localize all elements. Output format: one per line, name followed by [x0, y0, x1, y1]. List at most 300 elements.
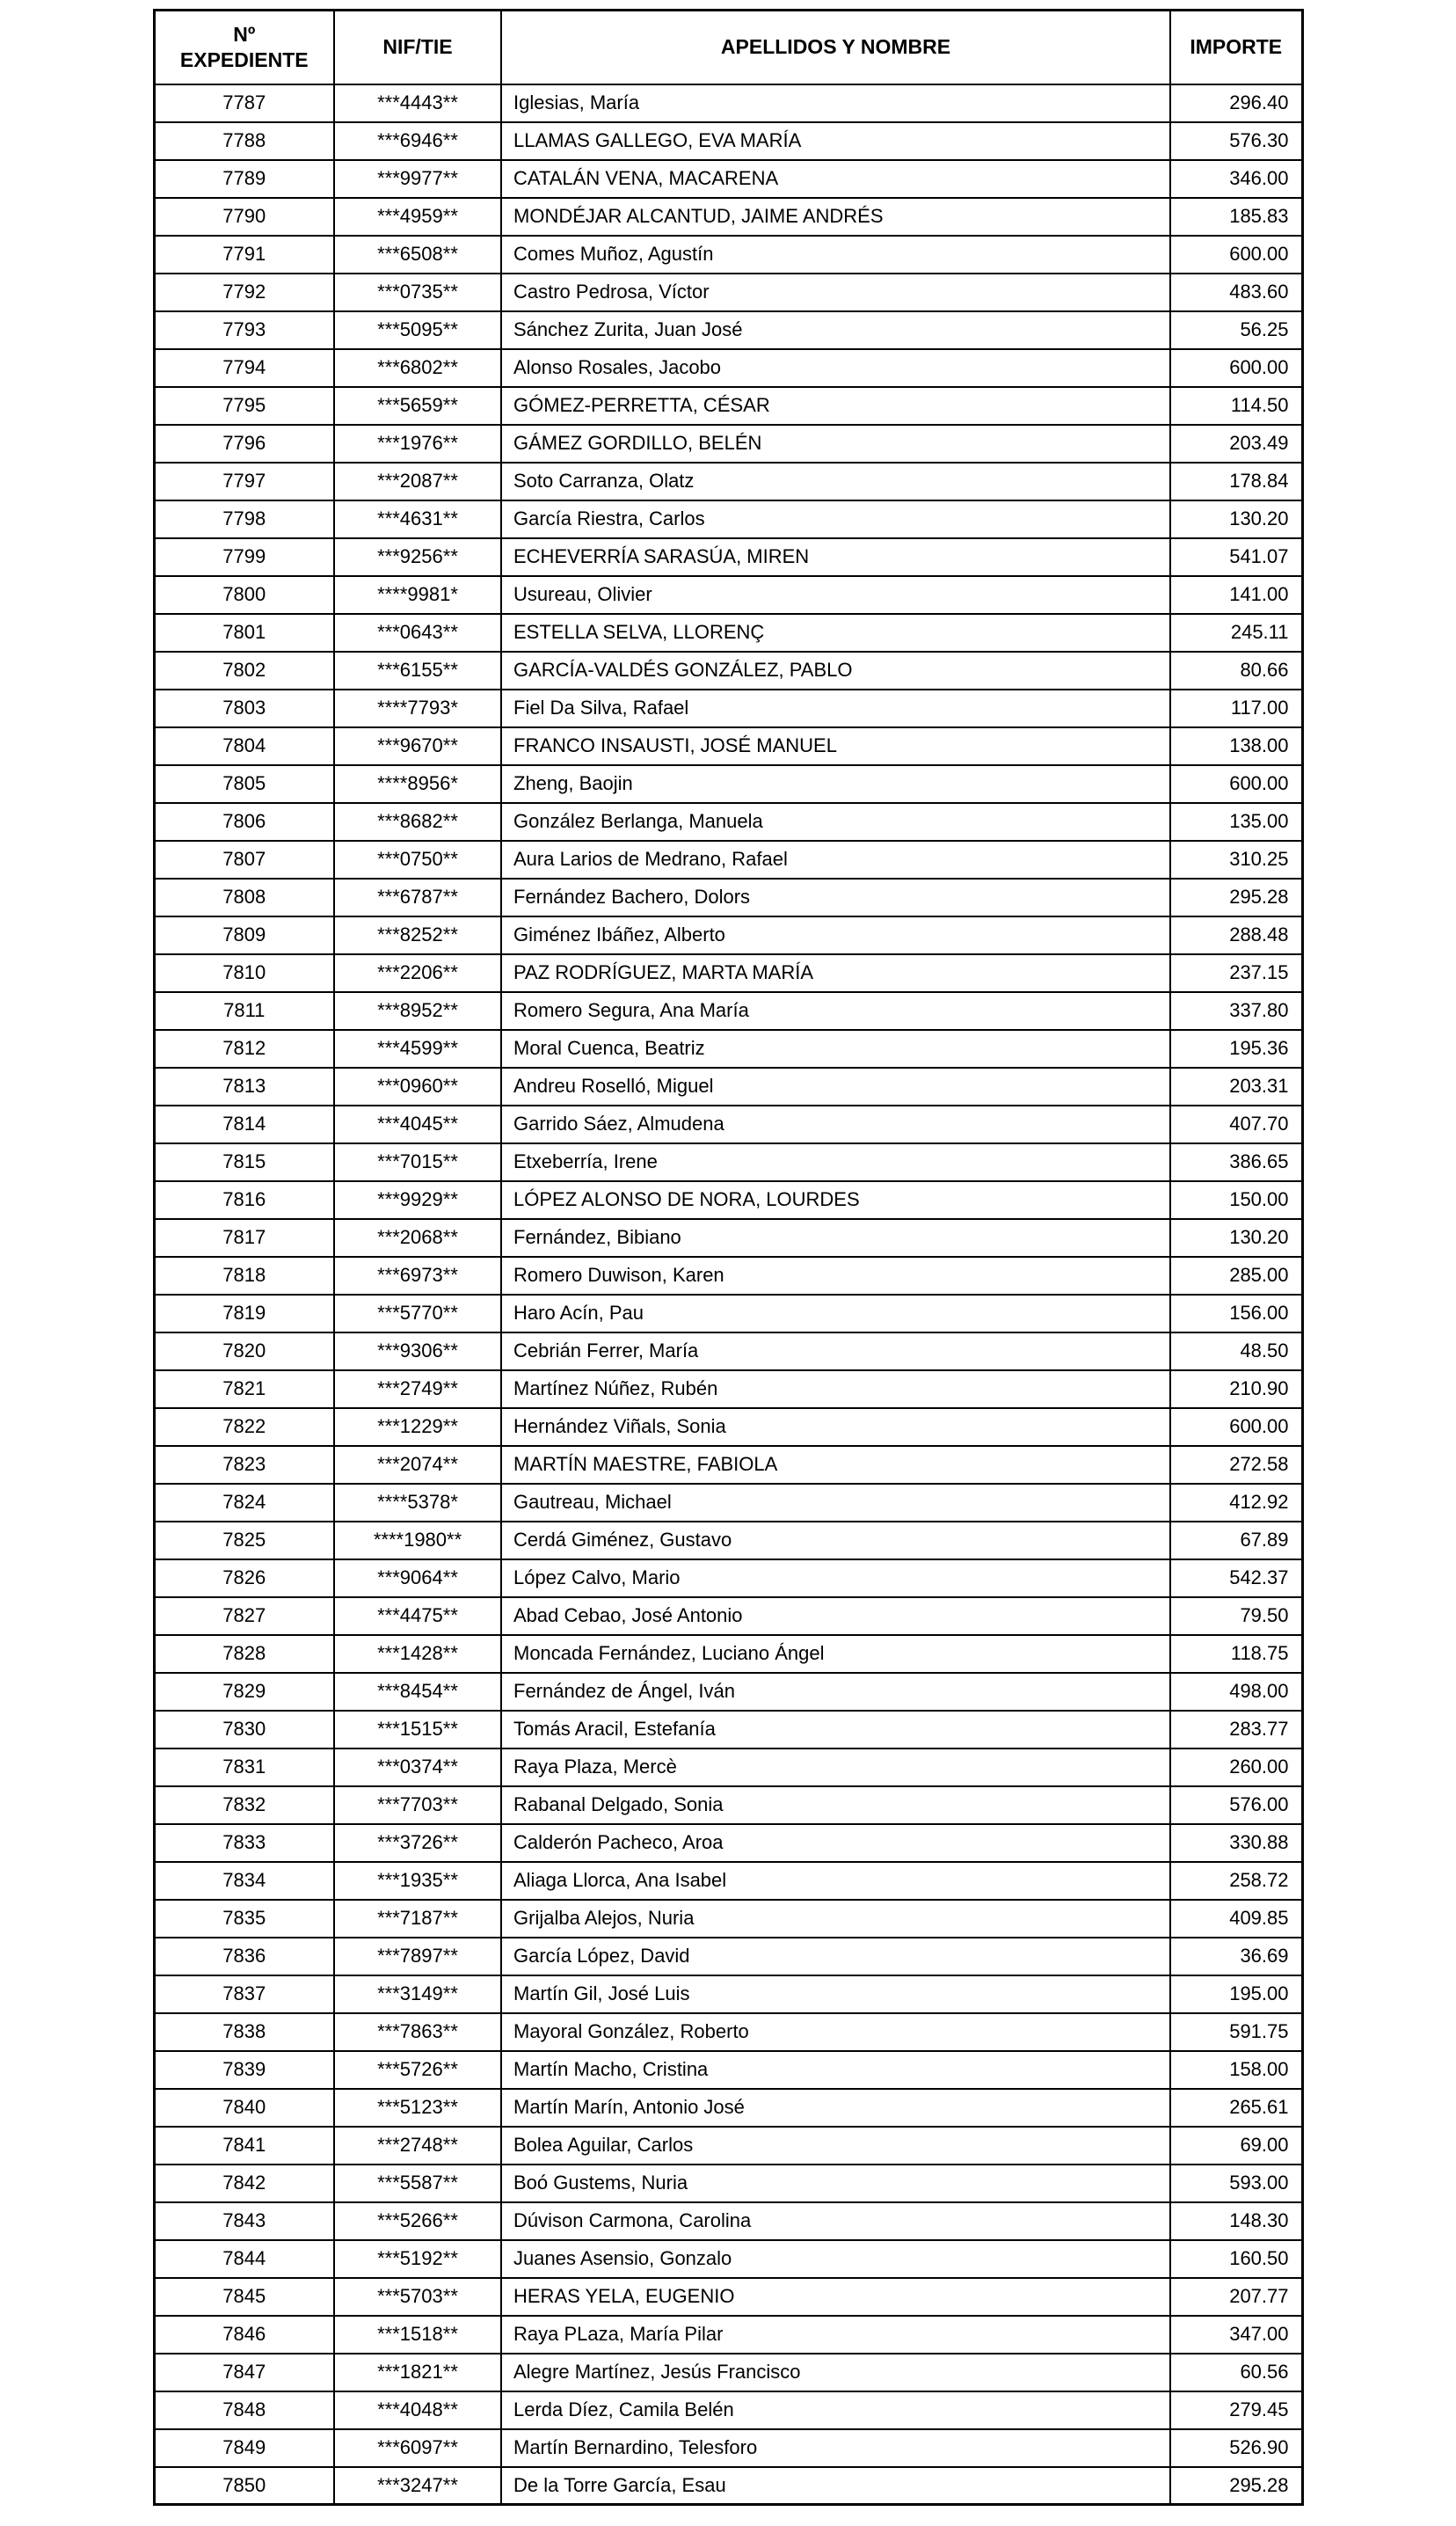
nif-cell: ****1980** — [334, 1522, 501, 1559]
importe-cell: 386.65 — [1170, 1143, 1302, 1181]
nif-cell: ***8252** — [334, 916, 501, 954]
expediente-cell: 7801 — [154, 614, 334, 652]
name-cell: LLAMAS GALLEGO, EVA MARÍA — [501, 122, 1170, 160]
name-cell: Grijalba Alejos, Nuria — [501, 1900, 1170, 1938]
header-importe: IMPORTE — [1170, 11, 1302, 84]
importe-cell: 330.88 — [1170, 1824, 1302, 1862]
name-cell: Abad Cebao, José Antonio — [501, 1597, 1170, 1635]
name-cell: Raya PLaza, María Pilar — [501, 2316, 1170, 2354]
expediente-cell: 7789 — [154, 160, 334, 198]
nif-cell: ****7793* — [334, 690, 501, 727]
importe-cell: 114.50 — [1170, 387, 1302, 425]
importe-cell: 80.66 — [1170, 652, 1302, 690]
expediente-cell: 7839 — [154, 2051, 334, 2089]
name-cell: Mayoral González, Roberto — [501, 2013, 1170, 2051]
nif-cell: ***9929** — [334, 1181, 501, 1219]
table-row — [154, 1635, 1302, 1673]
table-body — [154, 84, 1302, 2505]
name-cell: Fernández Bachero, Dolors — [501, 879, 1170, 916]
name-cell: Hernández Viñals, Sonia — [501, 1408, 1170, 1446]
table-row — [154, 122, 1302, 160]
nif-cell: ****8956* — [334, 765, 501, 803]
expediente-cell: 7840 — [154, 2089, 334, 2127]
table-row — [154, 1559, 1302, 1597]
nif-cell: ***1515** — [334, 1711, 501, 1748]
expediente-cell: 7829 — [154, 1673, 334, 1711]
importe-cell: 347.00 — [1170, 2316, 1302, 2354]
table-row — [154, 727, 1302, 765]
expediente-cell: 7802 — [154, 652, 334, 690]
table-row — [154, 841, 1302, 879]
name-cell: Moncada Fernández, Luciano Ángel — [501, 1635, 1170, 1673]
table-row — [154, 1900, 1302, 1938]
table-row — [154, 765, 1302, 803]
expediente-cell: 7794 — [154, 349, 334, 387]
name-cell: López Calvo, Mario — [501, 1559, 1170, 1597]
name-cell: Garrido Sáez, Almudena — [501, 1106, 1170, 1143]
importe-cell: 295.28 — [1170, 879, 1302, 916]
expediente-cell: 7826 — [154, 1559, 334, 1597]
table-row — [154, 160, 1302, 198]
table-row — [154, 2089, 1302, 2127]
nif-cell: ***5703** — [334, 2278, 501, 2316]
name-cell: Martín Gil, José Luis — [501, 1975, 1170, 2013]
nif-cell: ***5266** — [334, 2202, 501, 2240]
name-cell: GARCÍA-VALDÉS GONZÁLEZ, PABLO — [501, 652, 1170, 690]
table-row — [154, 1143, 1302, 1181]
table-row — [154, 2316, 1302, 2354]
name-cell: García Riestra, Carlos — [501, 500, 1170, 538]
importe-cell: 195.00 — [1170, 1975, 1302, 2013]
importe-cell: 79.50 — [1170, 1597, 1302, 1635]
expediente-cell: 7833 — [154, 1824, 334, 1862]
table-row — [154, 576, 1302, 614]
name-cell: Calderón Pacheco, Aroa — [501, 1824, 1170, 1862]
expediente-cell: 7837 — [154, 1975, 334, 2013]
name-cell: Juanes Asensio, Gonzalo — [501, 2240, 1170, 2278]
expediente-cell: 7808 — [154, 879, 334, 916]
expediente-cell: 7812 — [154, 1030, 334, 1068]
nif-cell: ***6787** — [334, 879, 501, 916]
expediente-cell: 7796 — [154, 425, 334, 463]
table-row — [154, 614, 1302, 652]
importe-cell: 285.00 — [1170, 1257, 1302, 1295]
name-cell: Fiel Da Silva, Rafael — [501, 690, 1170, 727]
table-row — [154, 1786, 1302, 1824]
name-cell: Tomás Aracil, Estefanía — [501, 1711, 1170, 1748]
expediente-cell: 7799 — [154, 538, 334, 576]
importe-cell: 203.49 — [1170, 425, 1302, 463]
nif-cell: ***2206** — [334, 954, 501, 992]
expediente-cell: 7836 — [154, 1938, 334, 1975]
nif-cell: ***5095** — [334, 311, 501, 349]
name-cell: Martínez Núñez, Rubén — [501, 1370, 1170, 1408]
importe-cell: 600.00 — [1170, 236, 1302, 274]
name-cell: Raya Plaza, Mercè — [501, 1748, 1170, 1786]
importe-cell: 156.00 — [1170, 1295, 1302, 1332]
importe-cell: 600.00 — [1170, 349, 1302, 387]
expediente-cell: 7842 — [154, 2165, 334, 2202]
name-cell: Martín Bernardino, Telesforo — [501, 2429, 1170, 2467]
expediente-cell: 7787 — [154, 84, 334, 122]
expediente-cell: 7846 — [154, 2316, 334, 2354]
importe-cell: 245.11 — [1170, 614, 1302, 652]
name-cell: Alegre Martínez, Jesús Francisco — [501, 2354, 1170, 2391]
name-cell: Etxeberría, Irene — [501, 1143, 1170, 1181]
importe-cell: 409.85 — [1170, 1900, 1302, 1938]
expediente-cell: 7844 — [154, 2240, 334, 2278]
nif-cell: ****9981* — [334, 576, 501, 614]
table-row — [154, 1938, 1302, 1975]
importe-cell: 148.30 — [1170, 2202, 1302, 2240]
name-cell: Boó Gustems, Nuria — [501, 2165, 1170, 2202]
expediente-cell: 7849 — [154, 2429, 334, 2467]
nif-cell: ***5123** — [334, 2089, 501, 2127]
table-row — [154, 2202, 1302, 2240]
expediente-cell: 7850 — [154, 2467, 334, 2505]
table-row — [154, 2354, 1302, 2391]
nif-cell: ***2074** — [334, 1446, 501, 1484]
expediente-cell: 7823 — [154, 1446, 334, 1484]
name-cell: Gautreau, Michael — [501, 1484, 1170, 1522]
expediente-cell: 7797 — [154, 463, 334, 500]
table-row — [154, 1408, 1302, 1446]
table-row — [154, 992, 1302, 1030]
importe-cell: 412.92 — [1170, 1484, 1302, 1522]
nif-cell: ***7897** — [334, 1938, 501, 1975]
name-cell: Moral Cuenca, Beatriz — [501, 1030, 1170, 1068]
name-cell: Martín Marín, Antonio José — [501, 2089, 1170, 2127]
nif-cell: ***6802** — [334, 349, 501, 387]
nif-cell: ***0374** — [334, 1748, 501, 1786]
nif-cell: ***9977** — [334, 160, 501, 198]
table-row — [154, 463, 1302, 500]
table-row — [154, 1181, 1302, 1219]
expediente-cell: 7834 — [154, 1862, 334, 1900]
nif-cell: ***7015** — [334, 1143, 501, 1181]
name-cell: Rabanal Delgado, Sonia — [501, 1786, 1170, 1824]
expediente-cell: 7800 — [154, 576, 334, 614]
importe-cell: 210.90 — [1170, 1370, 1302, 1408]
name-cell: Aliaga Llorca, Ana Isabel — [501, 1862, 1170, 1900]
importe-cell: 279.45 — [1170, 2391, 1302, 2429]
importe-cell: 542.37 — [1170, 1559, 1302, 1597]
name-cell: Dúvison Carmona, Carolina — [501, 2202, 1170, 2240]
table-row — [154, 2127, 1302, 2165]
table-row — [154, 652, 1302, 690]
expediente-cell: 7835 — [154, 1900, 334, 1938]
name-cell: Aura Larios de Medrano, Rafael — [501, 841, 1170, 879]
name-cell: MONDÉJAR ALCANTUD, JAIME ANDRÉS — [501, 198, 1170, 236]
nif-cell: ***7703** — [334, 1786, 501, 1824]
importe-cell: 60.56 — [1170, 2354, 1302, 2391]
importe-cell: 346.00 — [1170, 160, 1302, 198]
expediente-cell: 7815 — [154, 1143, 334, 1181]
name-cell: Andreu Roselló, Miguel — [501, 1068, 1170, 1106]
nif-cell: ***8454** — [334, 1673, 501, 1711]
expediente-cell: 7810 — [154, 954, 334, 992]
table-row — [154, 425, 1302, 463]
name-cell: Romero Duwison, Karen — [501, 1257, 1170, 1295]
nif-cell: ***9670** — [334, 727, 501, 765]
name-cell: HERAS YELA, EUGENIO — [501, 2278, 1170, 2316]
importe-cell: 141.00 — [1170, 576, 1302, 614]
expediente-cell: 7798 — [154, 500, 334, 538]
table-row — [154, 1030, 1302, 1068]
importe-cell: 130.20 — [1170, 1219, 1302, 1257]
table-row — [154, 274, 1302, 311]
nif-cell: ***7863** — [334, 2013, 501, 2051]
expediente-cell: 7828 — [154, 1635, 334, 1673]
nif-cell: ***6155** — [334, 652, 501, 690]
expediente-cell: 7820 — [154, 1332, 334, 1370]
table-row — [154, 2278, 1302, 2316]
importe-cell: 138.00 — [1170, 727, 1302, 765]
importe-cell: 36.69 — [1170, 1938, 1302, 1975]
nif-cell: ***1821** — [334, 2354, 501, 2391]
name-cell: GÁMEZ GORDILLO, BELÉN — [501, 425, 1170, 463]
table-row — [154, 349, 1302, 387]
nif-cell: ***4631** — [334, 500, 501, 538]
table-row — [154, 387, 1302, 425]
nif-cell: ***0750** — [334, 841, 501, 879]
expediente-cell: 7831 — [154, 1748, 334, 1786]
nif-cell: ***5659** — [334, 387, 501, 425]
nif-cell: ***5770** — [334, 1295, 501, 1332]
importe-cell: 576.30 — [1170, 122, 1302, 160]
expediente-cell: 7827 — [154, 1597, 334, 1635]
table-row — [154, 84, 1302, 122]
nif-cell: ***6097** — [334, 2429, 501, 2467]
name-cell: ECHEVERRÍA SARASÚA, MIREN — [501, 538, 1170, 576]
nif-cell: ***1518** — [334, 2316, 501, 2354]
name-cell: Alonso Rosales, Jacobo — [501, 349, 1170, 387]
importe-cell: 498.00 — [1170, 1673, 1302, 1711]
expediente-cell: 7809 — [154, 916, 334, 954]
expediente-cell: 7825 — [154, 1522, 334, 1559]
expediente-cell: 7848 — [154, 2391, 334, 2429]
importe-cell: 600.00 — [1170, 765, 1302, 803]
table-row — [154, 198, 1302, 236]
expediente-cell: 7816 — [154, 1181, 334, 1219]
nif-cell: ***8952** — [334, 992, 501, 1030]
expediente-cell: 7847 — [154, 2354, 334, 2391]
name-cell: Martín Macho, Cristina — [501, 2051, 1170, 2089]
expediente-cell: 7813 — [154, 1068, 334, 1106]
nif-cell: ***8682** — [334, 803, 501, 841]
table-row — [154, 1219, 1302, 1257]
name-cell: Comes Muñoz, Agustín — [501, 236, 1170, 274]
name-cell: Cebrián Ferrer, María — [501, 1332, 1170, 1370]
importe-cell: 483.60 — [1170, 274, 1302, 311]
header-nombre: APELLIDOS Y NOMBRE — [501, 11, 1170, 84]
importe-cell: 288.48 — [1170, 916, 1302, 954]
expediente-cell: 7807 — [154, 841, 334, 879]
name-cell: CATALÁN VENA, MACARENA — [501, 160, 1170, 198]
expediente-cell: 7817 — [154, 1219, 334, 1257]
expediente-cell: 7792 — [154, 274, 334, 311]
importe-cell: 207.77 — [1170, 2278, 1302, 2316]
table-row — [154, 916, 1302, 954]
name-cell: GÓMEZ-PERRETTA, CÉSAR — [501, 387, 1170, 425]
expediente-cell: 7790 — [154, 198, 334, 236]
table-row — [154, 1748, 1302, 1786]
expediente-cell: 7814 — [154, 1106, 334, 1143]
expediente-cell: 7818 — [154, 1257, 334, 1295]
table-row — [154, 538, 1302, 576]
expediente-cell: 7838 — [154, 2013, 334, 2051]
header-expediente — [154, 11, 334, 84]
nif-cell: ***9064** — [334, 1559, 501, 1597]
table-row — [154, 1068, 1302, 1106]
table-row — [154, 2013, 1302, 2051]
expediente-cell: 7832 — [154, 1786, 334, 1824]
nif-cell: ***2087** — [334, 463, 501, 500]
importe-cell: 600.00 — [1170, 1408, 1302, 1446]
nif-cell: ***1935** — [334, 1862, 501, 1900]
expediente-cell: 7795 — [154, 387, 334, 425]
name-cell: Iglesias, María — [501, 84, 1170, 122]
name-cell: Cerdá Giménez, Gustavo — [501, 1522, 1170, 1559]
name-cell: Castro Pedrosa, Víctor — [501, 274, 1170, 311]
importe-cell: 135.00 — [1170, 803, 1302, 841]
table-row — [154, 1106, 1302, 1143]
table-row — [154, 690, 1302, 727]
nif-cell: ***9256** — [334, 538, 501, 576]
name-cell: Bolea Aguilar, Carlos — [501, 2127, 1170, 2165]
nif-cell: ***4443** — [334, 84, 501, 122]
name-cell: González Berlanga, Manuela — [501, 803, 1170, 841]
importe-cell: 295.28 — [1170, 2467, 1302, 2505]
expedientes-table — [153, 9, 1304, 2506]
importe-cell: 178.84 — [1170, 463, 1302, 500]
nif-cell: ***3247** — [334, 2467, 501, 2505]
nif-cell: ****5378* — [334, 1484, 501, 1522]
expediente-cell: 7824 — [154, 1484, 334, 1522]
importe-cell: 185.83 — [1170, 198, 1302, 236]
nif-cell: ***9306** — [334, 1332, 501, 1370]
importe-cell: 258.72 — [1170, 1862, 1302, 1900]
name-cell: Fernández, Bibiano — [501, 1219, 1170, 1257]
name-cell: Haro Acín, Pau — [501, 1295, 1170, 1332]
table-row — [154, 1824, 1302, 1862]
table-row — [154, 2429, 1302, 2467]
nif-cell: ***0735** — [334, 274, 501, 311]
table-row — [154, 311, 1302, 349]
table-row — [154, 1673, 1302, 1711]
nif-cell: ***7187** — [334, 1900, 501, 1938]
importe-cell: 407.70 — [1170, 1106, 1302, 1143]
importe-cell: 526.90 — [1170, 2429, 1302, 2467]
nif-cell: ***0960** — [334, 1068, 501, 1106]
importe-cell: 150.00 — [1170, 1181, 1302, 1219]
importe-cell: 237.15 — [1170, 954, 1302, 992]
table-row — [154, 1975, 1302, 2013]
importe-cell: 593.00 — [1170, 2165, 1302, 2202]
importe-cell: 296.40 — [1170, 84, 1302, 122]
importe-cell: 541.07 — [1170, 538, 1302, 576]
table-row — [154, 500, 1302, 538]
nif-cell: ***6508** — [334, 236, 501, 274]
expediente-cell: 7805 — [154, 765, 334, 803]
name-cell: Zheng, Baojin — [501, 765, 1170, 803]
name-cell: Romero Segura, Ana María — [501, 992, 1170, 1030]
table-row — [154, 1522, 1302, 1559]
nif-cell: ***2068** — [334, 1219, 501, 1257]
expediente-cell: 7804 — [154, 727, 334, 765]
importe-cell: 272.58 — [1170, 1446, 1302, 1484]
header-expediente-line1: Nº — [233, 23, 256, 46]
importe-cell: 260.00 — [1170, 1748, 1302, 1786]
expediente-cell: 7803 — [154, 690, 334, 727]
table-row — [154, 954, 1302, 992]
nif-cell: ***2749** — [334, 1370, 501, 1408]
table-row — [154, 1295, 1302, 1332]
table-row — [154, 1597, 1302, 1635]
nif-cell: ***1976** — [334, 425, 501, 463]
importe-cell: 160.50 — [1170, 2240, 1302, 2278]
expediente-cell: 7819 — [154, 1295, 334, 1332]
name-cell: MARTÍN MAESTRE, FABIOLA — [501, 1446, 1170, 1484]
name-cell: García López, David — [501, 1938, 1170, 1975]
expediente-cell: 7845 — [154, 2278, 334, 2316]
importe-cell: 48.50 — [1170, 1332, 1302, 1370]
table-row — [154, 2165, 1302, 2202]
nif-cell: ***1428** — [334, 1635, 501, 1673]
table-row — [154, 236, 1302, 274]
importe-cell: 591.75 — [1170, 2013, 1302, 2051]
table-header — [154, 11, 1302, 84]
table-row — [154, 2467, 1302, 2505]
importe-cell: 56.25 — [1170, 311, 1302, 349]
expediente-cell: 7811 — [154, 992, 334, 1030]
header-nif: NIF/TIE — [334, 11, 501, 84]
nif-cell: ***4599** — [334, 1030, 501, 1068]
expediente-cell: 7788 — [154, 122, 334, 160]
name-cell: Giménez Ibáñez, Alberto — [501, 916, 1170, 954]
table-row — [154, 2051, 1302, 2089]
table-row — [154, 1446, 1302, 1484]
nif-cell: ***4045** — [334, 1106, 501, 1143]
importe-cell: 69.00 — [1170, 2127, 1302, 2165]
nif-cell: ***5192** — [334, 2240, 501, 2278]
table-row — [154, 1862, 1302, 1900]
nif-cell: ***1229** — [334, 1408, 501, 1446]
importe-cell: 203.31 — [1170, 1068, 1302, 1106]
table-row — [154, 1711, 1302, 1748]
importe-cell: 265.61 — [1170, 2089, 1302, 2127]
nif-cell: ***5587** — [334, 2165, 501, 2202]
expediente-cell: 7822 — [154, 1408, 334, 1446]
table-row — [154, 1484, 1302, 1522]
name-cell: LÓPEZ ALONSO DE NORA, LOURDES — [501, 1181, 1170, 1219]
name-cell: FRANCO INSAUSTI, JOSÉ MANUEL — [501, 727, 1170, 765]
name-cell: Lerda Díez, Camila Belén — [501, 2391, 1170, 2429]
name-cell: ESTELLA SELVA, LLORENÇ — [501, 614, 1170, 652]
importe-cell: 118.75 — [1170, 1635, 1302, 1673]
name-cell: De la Torre García, Esau — [501, 2467, 1170, 2505]
header-expediente-line2: EXPEDIENTE — [179, 47, 309, 71]
expediente-cell: 7841 — [154, 2127, 334, 2165]
importe-cell: 195.36 — [1170, 1030, 1302, 1068]
importe-cell: 310.25 — [1170, 841, 1302, 879]
nif-cell: ***6946** — [334, 122, 501, 160]
header-row — [154, 11, 1302, 84]
name-cell: PAZ RODRÍGUEZ, MARTA MARÍA — [501, 954, 1170, 992]
name-cell: Soto Carranza, Olatz — [501, 463, 1170, 500]
importe-cell: 576.00 — [1170, 1786, 1302, 1824]
expediente-cell: 7843 — [154, 2202, 334, 2240]
